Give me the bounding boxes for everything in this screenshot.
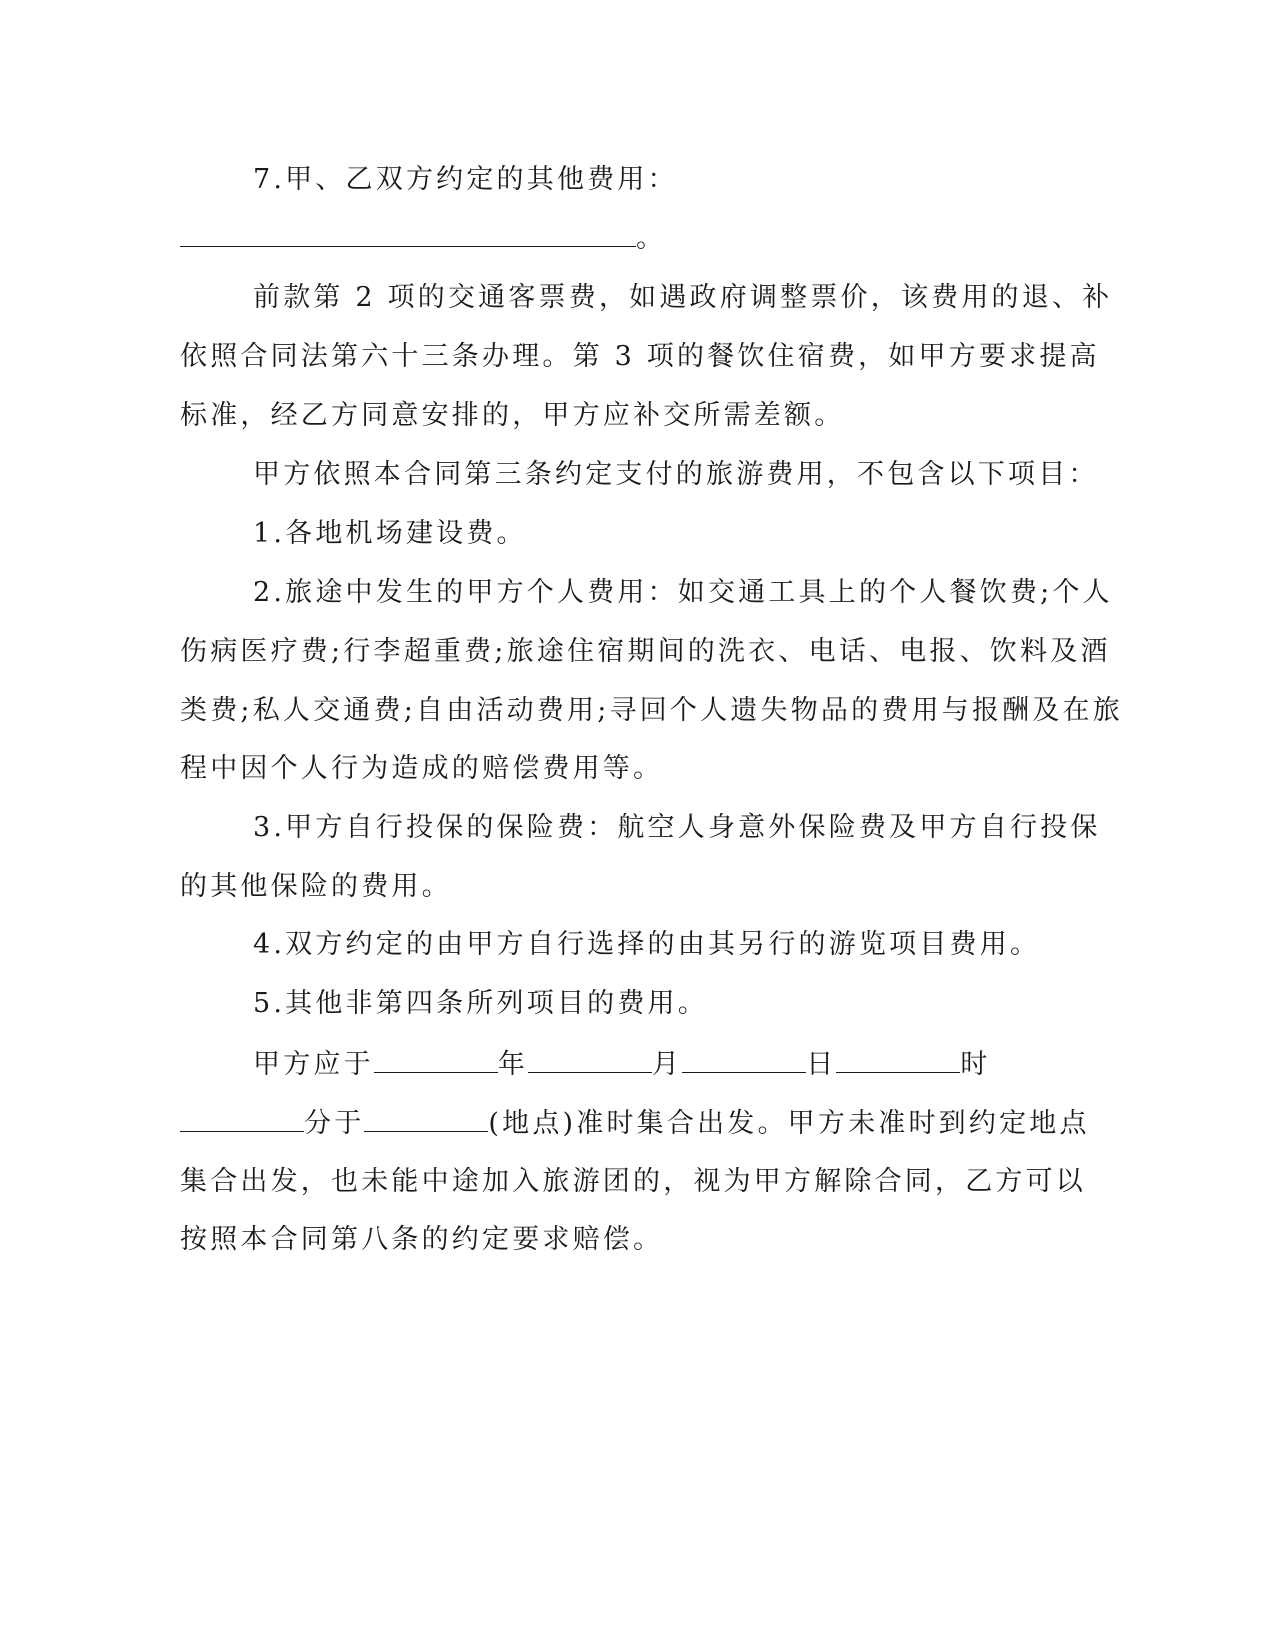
excluded-item-4	[253, 927, 1040, 963]
excluded-item-2-line-4	[180, 751, 663, 787]
blank-other-fees[interactable]	[180, 220, 636, 247]
excluded-item-2-text-1: 2.旅途中发生的甲方个人费用：如交通工具上的个人餐饮费;个人	[253, 577, 1113, 608]
excluded-item-3-text-2: 的其他保险的费用。	[180, 871, 452, 902]
paragraph-item-7	[253, 162, 678, 198]
excluded-item-2-line-3	[180, 693, 1123, 729]
excluded-item-4-text: 4.双方约定的由甲方自行选择的由其另行的游览项目费用。	[253, 929, 1041, 960]
assembly-text-4: 按照本合同第八条的约定要求赔偿。	[180, 1224, 664, 1255]
blank-year[interactable]	[374, 1046, 498, 1073]
assembly-text-3: 集合出发，也未能中途加入旅游团的，视为甲方解除合同，乙方可以	[180, 1166, 1086, 1197]
excluded-item-2-text-2: 伤病医疗费;行李超重费;旅途住宿期间的洗衣、电话、电报、饮料及酒	[180, 636, 1111, 667]
paragraph-ticket-text-3: 标准，经乙方同意安排的，甲方应补交所需差额。	[180, 400, 845, 431]
excluded-item-1-text: 1.各地机场建设费。	[253, 518, 527, 549]
label-month: 月	[652, 1049, 683, 1080]
paragraph-ticket-text-2: 依照合同法第六十三条办理。第 3 项的餐饮住宿费，如甲方要求提高	[180, 341, 1100, 372]
label-hour: 时	[960, 1049, 991, 1080]
period-mark: 。	[636, 223, 667, 254]
paragraph-excluded-intro	[253, 457, 1099, 493]
assembly-prefix: 甲方应于	[253, 1049, 374, 1080]
label-year: 年	[497, 1049, 529, 1080]
paragraph-ticket-line-2	[180, 339, 1100, 375]
excluded-item-2-text-3: 类费;私人交通费;自由活动费用;寻回个人遗失物品的费用与报酬及在旅	[180, 695, 1123, 726]
assembly-line-2	[180, 1105, 1090, 1141]
fill-in-line-other-fees	[180, 220, 666, 256]
label-minute: 分于	[304, 1108, 365, 1139]
assembly-line-1	[253, 1046, 991, 1082]
paragraph-ticket-line-3	[180, 398, 844, 434]
blank-minute[interactable]	[180, 1105, 304, 1132]
excluded-item-2-text-4: 程中因个人行为造成的赔偿费用等。	[180, 753, 664, 784]
excluded-item-2-line-1	[253, 575, 1113, 611]
paragraph-ticket-text-1: 前款第 2 项的交通客票费，如遇政府调整票价，该费用的退、补	[253, 282, 1113, 313]
assembly-line-3	[180, 1164, 1086, 1200]
excluded-item-3-line-1	[253, 810, 1101, 846]
paragraph-ticket-line-1	[253, 280, 1112, 316]
assembly-line-4	[180, 1222, 663, 1258]
excluded-item-5-text: 5.其他非第四条所列项目的费用。	[253, 988, 708, 1019]
blank-place[interactable]	[364, 1105, 488, 1132]
excluded-item-5	[253, 986, 708, 1022]
excluded-intro-text: 甲方依照本合同第三条约定支付的旅游费用，不包含以下项目：	[253, 459, 1099, 490]
assembly-place-text: (地点)准时集合出发。甲方未准时到约定地点	[488, 1108, 1090, 1139]
excluded-item-1	[253, 516, 527, 552]
blank-hour[interactable]	[836, 1046, 960, 1073]
excluded-item-2-line-2	[180, 634, 1111, 670]
blank-month[interactable]	[528, 1046, 652, 1073]
blank-day[interactable]	[682, 1046, 806, 1073]
item-7-text: 7.甲、乙双方约定的其他费用：	[253, 164, 678, 195]
label-day: 日	[806, 1049, 837, 1080]
excluded-item-3-line-2	[180, 869, 452, 905]
excluded-item-3-text-1: 3.甲方自行投保的保险费：航空人身意外保险费及甲方自行投保	[253, 812, 1101, 843]
